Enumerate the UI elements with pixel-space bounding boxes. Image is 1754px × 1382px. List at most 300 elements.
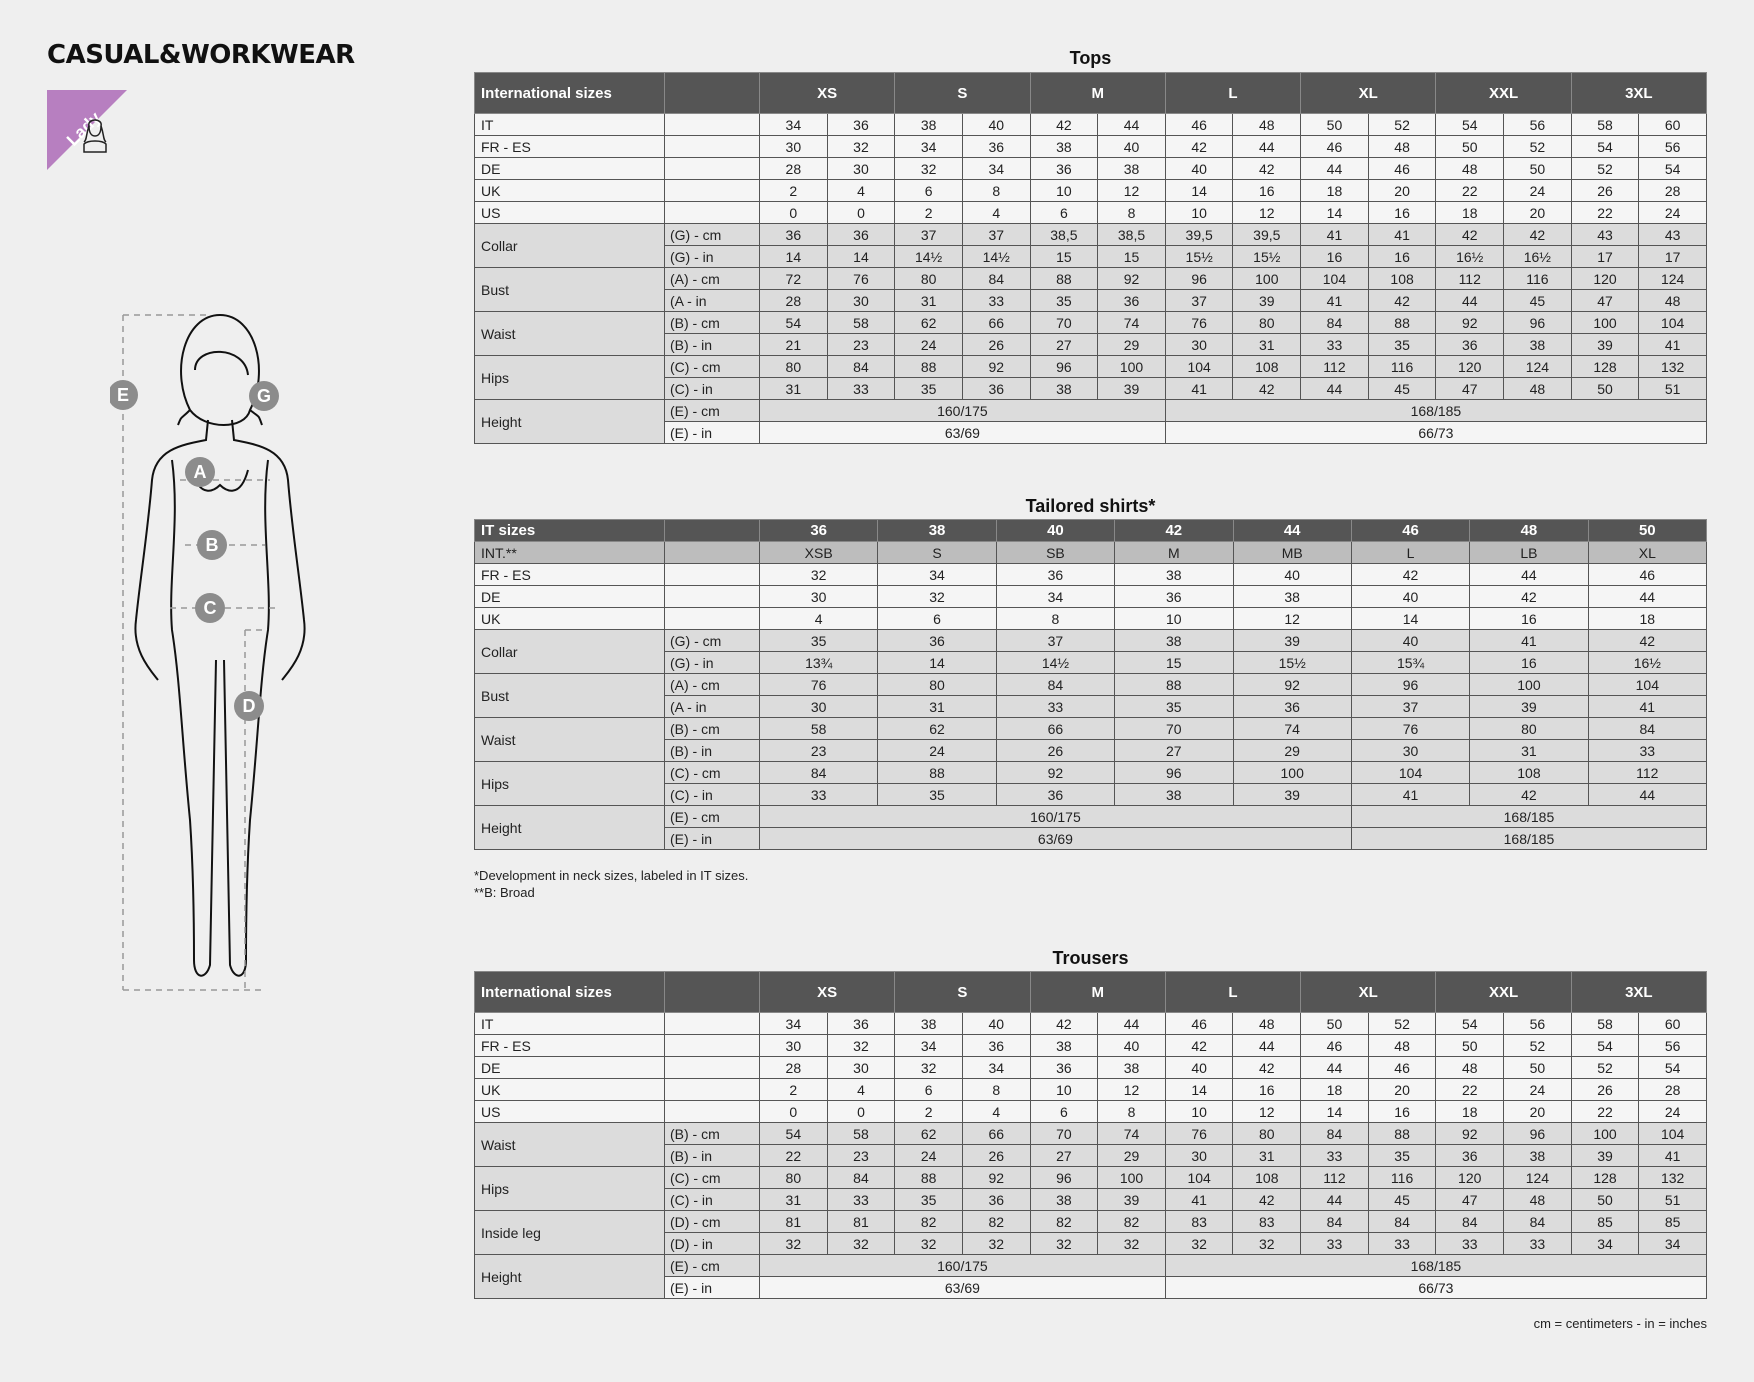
size-cell: 12: [1233, 608, 1351, 630]
header-blank: [665, 73, 760, 114]
marker-D: D: [242, 696, 256, 716]
size-cell: 6: [895, 180, 963, 202]
size-cell: 50: [1436, 136, 1504, 158]
unit-cell: [665, 1057, 760, 1079]
measure-cell: 15½: [1165, 246, 1233, 268]
table-row: [475, 136, 1707, 158]
header-size: 38: [878, 520, 996, 542]
size-cell: 8: [962, 180, 1030, 202]
measure-cell: 74: [1098, 312, 1166, 334]
measure-cell: 16: [1301, 246, 1369, 268]
size-cell: 26: [1571, 1079, 1639, 1101]
measure-cell: 42: [1588, 630, 1706, 652]
header-size: M: [1030, 73, 1165, 114]
size-cell: 38: [1098, 1057, 1166, 1079]
measure-cell: 38: [1030, 1189, 1098, 1211]
measure-cell: 83: [1233, 1211, 1301, 1233]
unit-cell: (B) - cm: [665, 312, 760, 334]
height-label: Height: [475, 1255, 665, 1299]
measure-cell: 74: [1098, 1123, 1166, 1145]
measure-cell: 66: [962, 1123, 1030, 1145]
size-cell: 30: [760, 1035, 828, 1057]
unit-cell: [665, 136, 760, 158]
measure-cell: 32: [827, 1233, 895, 1255]
measure-cell: 104: [1588, 674, 1706, 696]
size-cell: 42: [1165, 1035, 1233, 1057]
measure-cell: 76: [760, 674, 878, 696]
measure-cell: 42: [1436, 224, 1504, 246]
measure-cell: 112: [1301, 1167, 1369, 1189]
size-cell: 0: [760, 1101, 828, 1123]
row-label: IT: [475, 114, 665, 136]
size-cell: 34: [760, 1013, 828, 1035]
table-row: [475, 158, 1707, 180]
measure-cell: 100: [1470, 674, 1588, 696]
measure-cell: 23: [760, 740, 878, 762]
height-cell: 160/175: [760, 400, 1166, 422]
unit-cell: (G) - in: [665, 652, 760, 674]
size-cell: 30: [760, 586, 878, 608]
measure-cell: 88: [1115, 674, 1233, 696]
unit-cell: [665, 542, 760, 564]
measure-cell: 38,5: [1030, 224, 1098, 246]
measure-cell: 32: [1233, 1233, 1301, 1255]
measure-cell: 30: [1165, 334, 1233, 356]
measure-cell: 80: [895, 268, 963, 290]
size-cell: 36: [1030, 158, 1098, 180]
size-cell: 10: [1030, 1079, 1098, 1101]
measure-cell: 48: [1504, 378, 1572, 400]
measure-cell: 43: [1571, 224, 1639, 246]
measure-label: Inside leg: [475, 1211, 665, 1255]
tops-size-table: [474, 72, 1707, 444]
table-row: [475, 268, 1707, 290]
measure-cell: 42: [1233, 1189, 1301, 1211]
measure-cell: 100: [1233, 268, 1301, 290]
size-cell: 6: [878, 608, 996, 630]
measure-cell: 108: [1233, 1167, 1301, 1189]
measure-cell: 41: [1165, 1189, 1233, 1211]
measure-cell: 41: [1470, 630, 1588, 652]
unit-cell: (D) - in: [665, 1233, 760, 1255]
measure-cell: 35: [1115, 696, 1233, 718]
size-cell: 46: [1368, 158, 1436, 180]
measure-cell: 84: [760, 762, 878, 784]
measure-cell: 33: [1301, 334, 1369, 356]
size-cell: 12: [1233, 202, 1301, 224]
height-cell: 66/73: [1165, 1277, 1706, 1299]
measure-cell: 44: [1301, 378, 1369, 400]
measure-cell: 47: [1571, 290, 1639, 312]
height-cell: 63/69: [760, 1277, 1166, 1299]
measure-cell: 26: [996, 740, 1114, 762]
header-size: L: [1165, 73, 1300, 114]
row-label: UK: [475, 608, 665, 630]
size-cell: 38: [1233, 586, 1351, 608]
size-cell: 44: [1588, 586, 1706, 608]
measure-cell: 62: [895, 1123, 963, 1145]
measure-cell: 35: [1368, 1145, 1436, 1167]
size-cell: 18: [1301, 180, 1369, 202]
size-cell: 50: [1504, 1057, 1572, 1079]
size-cell: 30: [827, 158, 895, 180]
measure-cell: 14: [760, 246, 828, 268]
size-cell: 36: [962, 136, 1030, 158]
measure-cell: 27: [1030, 1145, 1098, 1167]
size-cell: 6: [1030, 202, 1098, 224]
measure-cell: 34: [1571, 1233, 1639, 1255]
size-cell: XL: [1588, 542, 1706, 564]
measure-cell: 96: [1115, 762, 1233, 784]
size-cell: 14: [1165, 180, 1233, 202]
size-cell: 42: [1030, 1013, 1098, 1035]
measure-cell: 58: [760, 718, 878, 740]
measure-cell: 33: [1588, 740, 1706, 762]
unit-cell: (B) - cm: [665, 718, 760, 740]
header-size: XL: [1301, 972, 1436, 1013]
size-cell: 10: [1165, 1101, 1233, 1123]
size-cell: 36: [827, 114, 895, 136]
height-cell: 168/185: [1351, 806, 1706, 828]
size-cell: 54: [1436, 114, 1504, 136]
measure-cell: 41: [1588, 696, 1706, 718]
unit-cell: [665, 1079, 760, 1101]
size-cell: 56: [1504, 1013, 1572, 1035]
header-row: [475, 972, 1707, 1013]
measure-cell: 100: [1098, 356, 1166, 378]
size-cell: 28: [760, 158, 828, 180]
measure-cell: 33: [1436, 1233, 1504, 1255]
measure-cell: 84: [1301, 312, 1369, 334]
measure-label: Hips: [475, 1167, 665, 1211]
size-cell: 56: [1504, 114, 1572, 136]
measure-cell: 31: [760, 1189, 828, 1211]
size-cell: 42: [1233, 1057, 1301, 1079]
measure-cell: 28: [760, 290, 828, 312]
size-cell: 30: [827, 1057, 895, 1079]
lady-badge: [47, 90, 127, 170]
measure-cell: 82: [1030, 1211, 1098, 1233]
measure-cell: 124: [1504, 356, 1572, 378]
measure-cell: 80: [1233, 1123, 1301, 1145]
measure-cell: 108: [1233, 356, 1301, 378]
size-cell: 48: [1436, 158, 1504, 180]
measure-cell: 14½: [996, 652, 1114, 674]
size-cell: 4: [827, 180, 895, 202]
size-cell: 14: [1351, 608, 1469, 630]
size-cell: 6: [1030, 1101, 1098, 1123]
measure-cell: 84: [996, 674, 1114, 696]
measure-cell: 15: [1098, 246, 1166, 268]
size-cell: 24: [1639, 1101, 1707, 1123]
measure-cell: 44: [1436, 290, 1504, 312]
measure-cell: 84: [827, 356, 895, 378]
measure-cell: 16½: [1436, 246, 1504, 268]
size-cell: 6: [895, 1079, 963, 1101]
unit-cell: (B) - in: [665, 1145, 760, 1167]
header-size: 40: [996, 520, 1114, 542]
units-legend: cm = centimeters - in = inches: [1533, 1316, 1707, 1331]
unit-cell: [665, 202, 760, 224]
measure-cell: 70: [1030, 1123, 1098, 1145]
measure-cell: 82: [895, 1211, 963, 1233]
header-size: 46: [1351, 520, 1469, 542]
size-cell: 12: [1098, 1079, 1166, 1101]
measure-cell: 100: [1571, 312, 1639, 334]
measure-cell: 31: [878, 696, 996, 718]
size-cell: 24: [1504, 1079, 1572, 1101]
measure-cell: 32: [760, 1233, 828, 1255]
measure-cell: 88: [878, 762, 996, 784]
size-cell: 54: [1571, 1035, 1639, 1057]
size-cell: 30: [760, 136, 828, 158]
size-cell: 48: [1368, 136, 1436, 158]
trousers-title: Trousers: [1052, 948, 1129, 968]
measure-cell: 36: [878, 630, 996, 652]
measure-label: Collar: [475, 224, 665, 268]
height-label: Height: [475, 400, 665, 444]
size-cell: 28: [1639, 180, 1707, 202]
size-cell: 26: [1571, 180, 1639, 202]
header-size: 3XL: [1571, 73, 1706, 114]
unit-cell: [665, 158, 760, 180]
measure-cell: 32: [962, 1233, 1030, 1255]
height-cell: 66/73: [1165, 422, 1706, 444]
size-cell: 34: [962, 1057, 1030, 1079]
size-cell: 40: [1351, 586, 1469, 608]
size-cell: 4: [962, 202, 1030, 224]
size-cell: 20: [1368, 1079, 1436, 1101]
unit-cell: [665, 1013, 760, 1035]
measure-cell: 128: [1571, 1167, 1639, 1189]
row-label: UK: [475, 1079, 665, 1101]
size-cell: 54: [1639, 1057, 1707, 1079]
size-cell: 2: [895, 202, 963, 224]
size-cell: 22: [1436, 1079, 1504, 1101]
measure-cell: 85: [1571, 1211, 1639, 1233]
measure-cell: 35: [1030, 290, 1098, 312]
measure-cell: 88: [1368, 312, 1436, 334]
measure-cell: 47: [1436, 1189, 1504, 1211]
measure-cell: 92: [996, 762, 1114, 784]
size-cell: 36: [996, 564, 1114, 586]
size-cell: 2: [895, 1101, 963, 1123]
height-cell: 63/69: [760, 422, 1166, 444]
unit-cell: (A - in: [665, 696, 760, 718]
table-row: [475, 356, 1707, 378]
measure-cell: 14: [878, 652, 996, 674]
trousers-size-table: [474, 971, 1707, 1299]
size-cell: 42: [1351, 564, 1469, 586]
size-cell: 20: [1504, 202, 1572, 224]
header-size: XXL: [1436, 73, 1571, 114]
measure-cell: 38: [1504, 1145, 1572, 1167]
row-label: IT: [475, 1013, 665, 1035]
measure-cell: 72: [760, 268, 828, 290]
measure-cell: 51: [1639, 1189, 1707, 1211]
size-cell: 18: [1588, 608, 1706, 630]
header-row: [475, 73, 1707, 114]
table-row: [475, 1057, 1707, 1079]
measure-cell: 15½: [1233, 652, 1351, 674]
measure-cell: 62: [895, 312, 963, 334]
measure-cell: 100: [1233, 762, 1351, 784]
tops-title: Tops: [1069, 48, 1112, 68]
unit-cell: (A - in: [665, 290, 760, 312]
header-size: 36: [760, 520, 878, 542]
measure-cell: 108: [1368, 268, 1436, 290]
measure-cell: 36: [760, 224, 828, 246]
size-cell: 42: [1233, 158, 1301, 180]
measure-cell: 80: [1233, 312, 1301, 334]
measure-cell: 13¾: [760, 652, 878, 674]
header-size: M: [1030, 972, 1165, 1013]
measure-cell: 58: [827, 312, 895, 334]
measure-cell: 16½: [1588, 652, 1706, 674]
size-cell: 24: [1504, 180, 1572, 202]
measure-cell: 33: [1368, 1233, 1436, 1255]
size-cell: 52: [1571, 158, 1639, 180]
header-size: XS: [760, 972, 895, 1013]
unit-cell: (B) - in: [665, 740, 760, 762]
measure-cell: 39: [1571, 1145, 1639, 1167]
size-cell: 32: [760, 564, 878, 586]
measure-label: Waist: [475, 1123, 665, 1167]
measure-cell: 36: [1098, 290, 1166, 312]
size-cell: 38: [1115, 564, 1233, 586]
measure-cell: 76: [827, 268, 895, 290]
size-cell: 18: [1436, 202, 1504, 224]
measure-cell: 16: [1368, 246, 1436, 268]
size-cell: 52: [1368, 1013, 1436, 1035]
size-cell: 0: [760, 202, 828, 224]
measure-cell: 15¾: [1351, 652, 1469, 674]
table-row: [475, 1123, 1707, 1145]
row-label: US: [475, 202, 665, 224]
header-size: L: [1165, 972, 1300, 1013]
measure-cell: 124: [1639, 268, 1707, 290]
measure-cell: 38: [1115, 630, 1233, 652]
size-cell: 34: [895, 136, 963, 158]
measure-cell: 31: [1233, 1145, 1301, 1167]
size-cell: 10: [1115, 608, 1233, 630]
measure-cell: 120: [1436, 1167, 1504, 1189]
size-cell: 50: [1504, 158, 1572, 180]
size-cell: 52: [1504, 1035, 1572, 1057]
header-row: [475, 520, 1707, 542]
measure-cell: 74: [1233, 718, 1351, 740]
size-cell: 40: [1098, 136, 1166, 158]
size-cell: 52: [1571, 1057, 1639, 1079]
measure-cell: 82: [962, 1211, 1030, 1233]
shirts-note-1: *Development in neck sizes, labeled in IT sizes.: [474, 868, 749, 883]
measure-cell: 70: [1030, 312, 1098, 334]
measure-label: Hips: [475, 356, 665, 400]
measure-cell: 37: [1165, 290, 1233, 312]
measure-cell: 54: [760, 1123, 828, 1145]
size-cell: S: [878, 542, 996, 564]
measure-cell: 26: [962, 334, 1030, 356]
size-cell: 52: [1504, 136, 1572, 158]
size-cell: 16: [1233, 180, 1301, 202]
size-cell: 44: [1470, 564, 1588, 586]
size-cell: 38: [1030, 1035, 1098, 1057]
size-cell: 32: [878, 586, 996, 608]
measure-cell: 81: [827, 1211, 895, 1233]
measure-cell: 41: [1351, 784, 1469, 806]
size-cell: 48: [1436, 1057, 1504, 1079]
size-cell: 4: [760, 608, 878, 630]
table-row: [475, 400, 1707, 422]
table-row: [475, 674, 1707, 696]
measure-cell: 108: [1470, 762, 1588, 784]
size-cell: 22: [1436, 180, 1504, 202]
size-cell: 2: [760, 1079, 828, 1101]
brand-title: CASUAL&WORKWEAR: [47, 40, 355, 70]
table-row: [475, 180, 1707, 202]
height-cell: 168/185: [1351, 828, 1706, 850]
measure-cell: 42: [1470, 784, 1588, 806]
measure-cell: 16½: [1504, 246, 1572, 268]
measure-cell: 96: [1351, 674, 1469, 696]
lady-badge-label: Lady: [62, 108, 105, 150]
unit-cell: (B) - cm: [665, 1123, 760, 1145]
table-row: [475, 762, 1707, 784]
unit-cell: [665, 114, 760, 136]
marker-G: G: [256, 386, 272, 406]
measure-cell: 33: [760, 784, 878, 806]
measure-cell: 41: [1301, 290, 1369, 312]
measure-cell: 84: [827, 1167, 895, 1189]
table-row: [475, 542, 1707, 564]
measure-cell: 35: [895, 378, 963, 400]
header-blank: [665, 972, 760, 1013]
size-cell: 48: [1368, 1035, 1436, 1057]
size-cell: 44: [1233, 1035, 1301, 1057]
measure-cell: 80: [1470, 718, 1588, 740]
header-size: 3XL: [1571, 972, 1706, 1013]
size-cell: 36: [1030, 1057, 1098, 1079]
measure-cell: 84: [962, 268, 1030, 290]
measure-cell: 43: [1639, 224, 1707, 246]
header-size: S: [895, 73, 1030, 114]
measure-cell: 84: [1504, 1211, 1572, 1233]
measure-cell: 39: [1098, 1189, 1166, 1211]
size-cell: 52: [1368, 114, 1436, 136]
measure-cell: 92: [1233, 674, 1351, 696]
size-cell: 56: [1639, 1035, 1707, 1057]
size-cell: 38: [895, 1013, 963, 1035]
measure-cell: 39: [1470, 696, 1588, 718]
measure-cell: 33: [827, 1189, 895, 1211]
header-size: 50: [1588, 520, 1706, 542]
measure-cell: 96: [1504, 1123, 1572, 1145]
size-cell: 58: [1571, 114, 1639, 136]
measure-cell: 104: [1165, 356, 1233, 378]
measure-cell: 92: [962, 1167, 1030, 1189]
header-label: International sizes: [475, 972, 665, 1013]
size-cell: 16: [1368, 202, 1436, 224]
size-cell: 44: [1233, 136, 1301, 158]
measure-cell: 36: [827, 224, 895, 246]
table-row: [475, 1211, 1707, 1233]
figure-body: [135, 420, 304, 976]
measure-label: Bust: [475, 674, 665, 718]
measure-label: Bust: [475, 268, 665, 312]
size-cell: 44: [1301, 1057, 1369, 1079]
header-size: 44: [1233, 520, 1351, 542]
measure-cell: 116: [1368, 1167, 1436, 1189]
